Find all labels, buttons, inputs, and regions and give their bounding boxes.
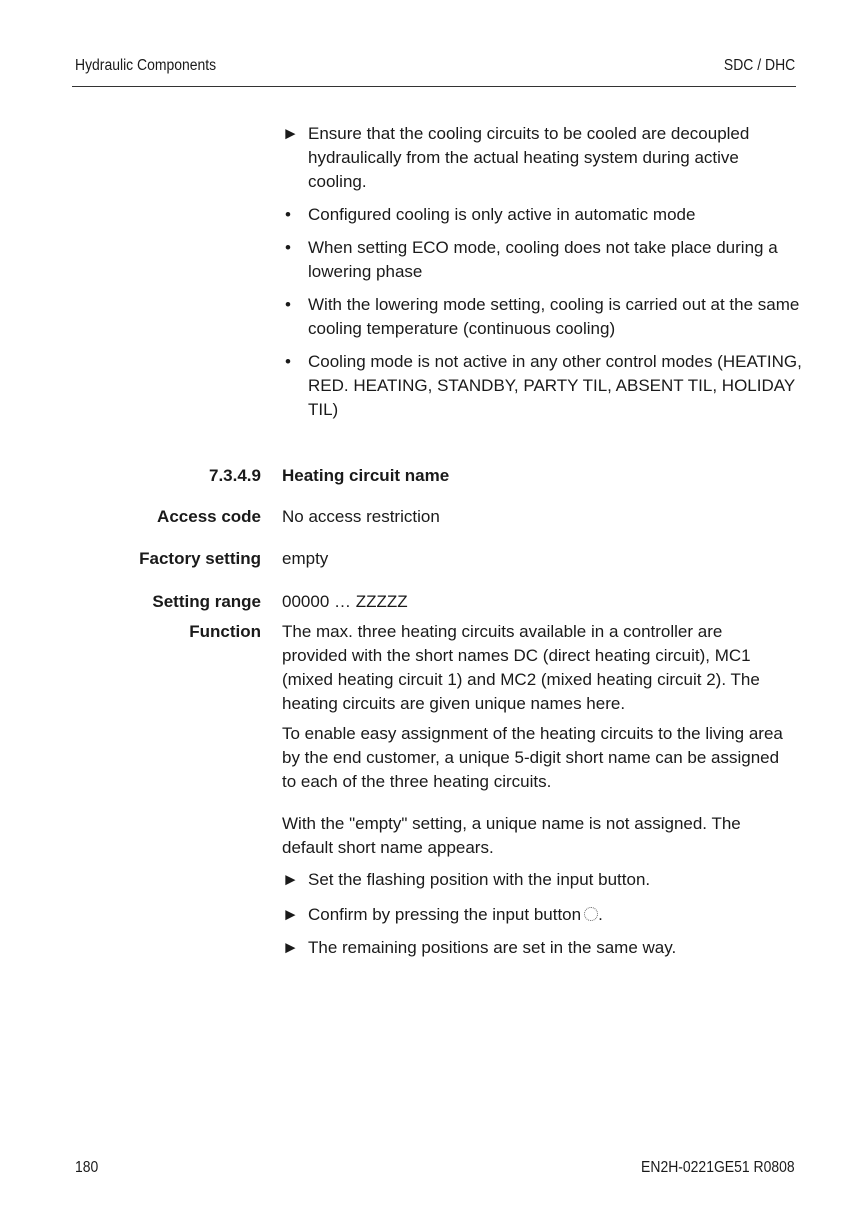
field-label-setting-range: Setting range (152, 592, 261, 611)
field-value-factory-setting: empty (282, 549, 329, 568)
list-item (282, 203, 802, 227)
arrow-bullet-icon: ► (282, 938, 299, 957)
list-item (282, 293, 802, 341)
step-text: Confirm by pressing the input button (308, 905, 582, 924)
step-text-suffix: . (598, 905, 603, 924)
list-item-text: When setting ECO mode, cooling does not take place during a lowering phase (308, 238, 778, 281)
input-button-dial-icon (584, 907, 598, 921)
list-item-text: With the lowering mode setting, cooling is carried out at the same cooling temperature (continuous cooling) (308, 295, 800, 338)
bullet-icon: • (285, 295, 291, 314)
arrow-bullet-icon: ► (282, 124, 299, 143)
list-item (282, 350, 802, 422)
paragraph: To enable easy assignment of the heating circuits to the living area by the end customer, a unique 5-digit short name can be assigned to each of the three heating circuits. (282, 724, 783, 791)
field-value-setting-range: 00000 … ZZZZZ (282, 592, 408, 611)
document-code: EN2H-0221GE51 R0808 (641, 1159, 795, 1176)
step-item (282, 903, 802, 927)
field-value-function: The max. three heating circuits available in a controller are provided with the short names DC (direct heating circuit), MC1 (mixed heating circuit 1) and MC2 (mixed heating circuit 2). The heating circuits are given unique names here. (282, 622, 760, 713)
field-value-access-code: No access restriction (282, 507, 440, 526)
section-number: 7.3.4.9 (209, 466, 261, 485)
list-item-text: Ensure that the cooling circuits to be cooled are decoupled hydraulically from the actual heating system during active cooling. (308, 124, 750, 191)
bullet-icon: • (285, 352, 291, 371)
section-title: Heating circuit name (282, 466, 450, 485)
bullet-icon: • (285, 238, 291, 257)
step-text: Set the flashing position with the input button. (308, 870, 651, 889)
step-text: The remaining positions are set in the same way. (308, 938, 677, 957)
arrow-bullet-icon: ► (282, 905, 299, 924)
field-label-function: Function (189, 622, 261, 641)
page-number: 180 (75, 1159, 99, 1176)
field-label-access-code: Access code (157, 507, 261, 526)
paragraph: With the "empty" setting, a unique name is not assigned. The default short name appears. (282, 814, 741, 857)
list-item (282, 122, 802, 194)
list-item (282, 236, 802, 284)
step-item (282, 936, 802, 960)
header-rule (72, 86, 796, 87)
field-label-factory-setting: Factory setting (139, 549, 261, 568)
list-item-text: Configured cooling is only active in automatic mode (308, 205, 696, 224)
step-item (282, 868, 802, 892)
list-item-text: Cooling mode is not active in any other control modes (HEATING, RED. HEATING, STANDBY, PARTY TIL, ABSENT TIL, HOLIDAY TIL) (308, 352, 802, 419)
arrow-bullet-icon: ► (282, 870, 299, 889)
running-header-title: Hydraulic Components (75, 57, 217, 74)
running-header-product: SDC / DHC (723, 57, 795, 74)
bullet-icon: • (285, 205, 291, 224)
